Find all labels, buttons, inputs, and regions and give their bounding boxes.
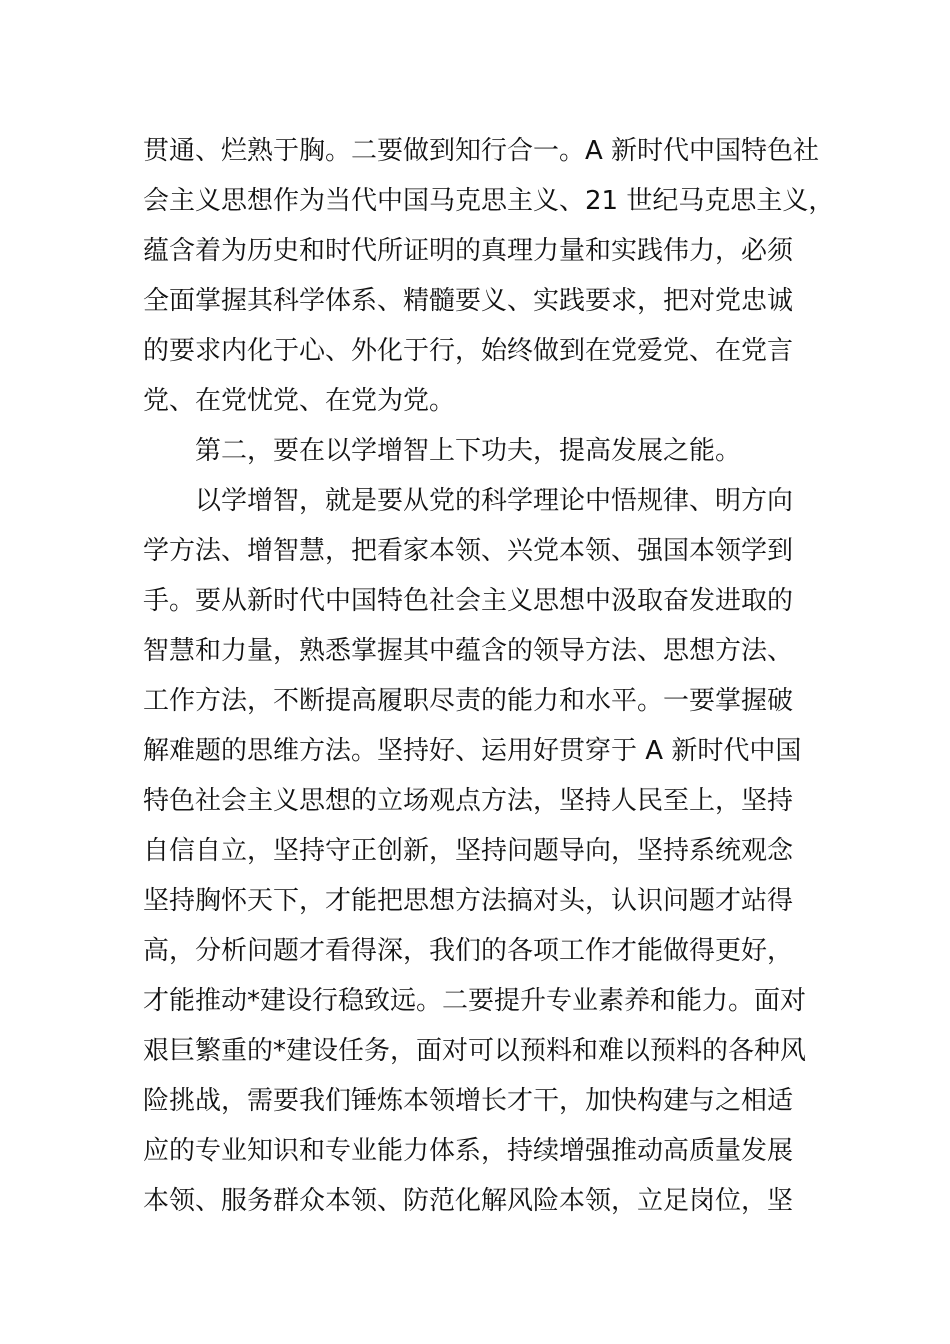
text-line: 本领、服务群众本领、防范化解风险本领，立足岗位，坚 [143, 1186, 794, 1216]
text-line: 自信自立，坚持守正创新，坚持问题导向，坚持系统观念 [143, 836, 794, 866]
body-text [143, 126, 843, 1226]
text-line: 高，分析问题才看得深，我们的各项工作才能做得更好， [143, 936, 794, 966]
text-line: 贯通、烂熟于胸。二要做到知行合一。A 新时代中国特色社 [143, 136, 820, 166]
text-line: 全面掌握其科学体系、精髓要义、实践要求，把对党忠诚 [143, 286, 794, 316]
text-line: 会主义思想作为当代中国马克思主义、21 世纪马克思主义， [143, 186, 835, 216]
text-line: 坚持胸怀天下，才能把思想方法搞对头，认识问题才站得 [143, 886, 794, 916]
text-line: 才能推动*建设行稳致远。二要提升专业素养和能力。面对 [143, 986, 807, 1016]
text-line: 解难题的思维方法。坚持好、运用好贯穿于 A 新时代中国 [143, 736, 802, 766]
section-heading: 第二，要在以学增智上下功夫，提高发展之能。 [195, 436, 742, 466]
text-line: 应的专业知识和专业能力体系，持续增强推动高质量发展 [143, 1136, 794, 1166]
text-line: 险挑战，需要我们锤炼本领增长才干，加快构建与之相适 [143, 1086, 794, 1116]
text-line: 手。要从新时代中国特色社会主义思想中汲取奋发进取的 [143, 586, 794, 616]
paragraph-start: 以学增智，就是要从党的科学理论中悟规律、明方向 [195, 486, 794, 516]
text-line: 党、在党忧党、在党为党。 [143, 386, 456, 416]
text-line: 工作方法，不断提高履职尽责的能力和水平。一要掌握破 [143, 686, 794, 716]
text-line: 的要求内化于心、外化于行，始终做到在党爱党、在党言 [143, 336, 794, 366]
text-line: 蕴含着为历史和时代所证明的真理力量和实践伟力，必须 [143, 236, 794, 266]
text-line: 艰巨繁重的*建设任务，面对可以预料和难以预料的各种风 [143, 1036, 807, 1066]
text-line: 智慧和力量，熟悉掌握其中蕴含的领导方法、思想方法、 [143, 636, 794, 666]
text-line: 特色社会主义思想的立场观点方法，坚持人民至上，坚持 [143, 786, 794, 816]
text-line: 学方法、增智慧，把看家本领、兴党本领、强国本领学到 [143, 536, 794, 566]
